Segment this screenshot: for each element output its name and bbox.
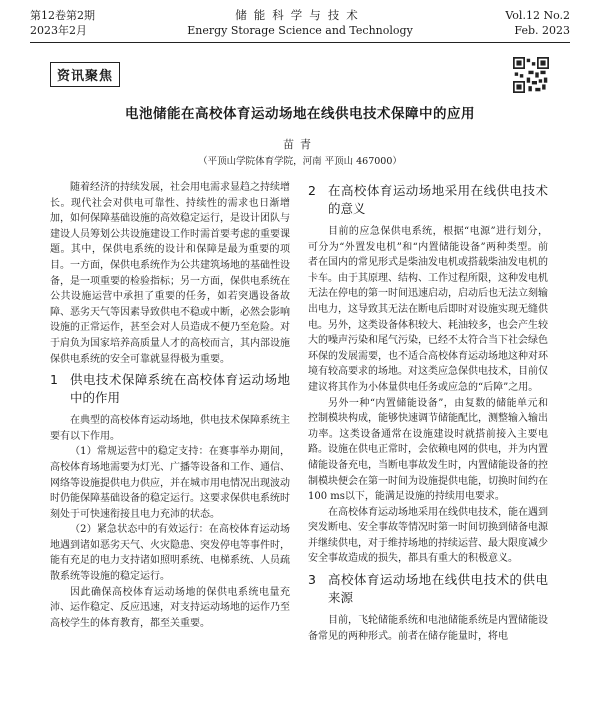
paragraph: （2）紧急状态中的有效运行：在高校体育运动场地遇到诸如恶劣天气、火灾隐患、突发停电等事件时，能有充足的电力支持诸如照明系统、电梯系统、人员疏散系统等设施的稳定运行。	[50, 524, 290, 583]
volume-issue: 第12卷第2期	[30, 9, 95, 22]
author-affiliation: （平顶山学院体育学院，河南 平顶山 467000）	[198, 156, 402, 167]
section-tag: 资讯聚焦	[50, 62, 120, 87]
left-column	[50, 180, 290, 631]
issue-date-en: Feb. 2023	[514, 24, 570, 37]
header-center	[180, 8, 420, 38]
journal-name-en: Energy Storage Science and Technology	[187, 24, 413, 37]
section-heading-1	[50, 371, 290, 407]
section-number: 2	[308, 183, 316, 198]
paragraph: 目前的应急保供电系统，根据“电源”进行划分，可分为“外置发电机”和“内置储能设备”两种类型。前者在国内的常见形式是柴油发电机或搭载柴油发电机的卡车。由于其原理、结构、工作过程所限，这种发电机无法在停电的第一时间迅速启动，启动后也无法立刻输出电力，这导致其无法在断电后即时对设施实现无缝供电。另外，这类设备体积较大、耗油较多，也会产生较大的噪声污染和尾气污染，已经不太符合当下社会绿色环保的发展需要，也不适合高校体育运动场地这种对环境有较高要求的场地。对这类应急保供电技术，目前仅建议将其作为小体量供电任务或应急的“后障”之用。	[308, 226, 548, 393]
paragraph: 因此确保高校体育运动场地的保供电系统电量充沛、运作稳定、反应迅速，对支持运动场地的运作乃至高校学生的体育教育，都至关重要。	[50, 586, 290, 629]
header-right	[505, 8, 570, 38]
section-title: 高校体育运动场地在线供电技术的供电来源	[328, 572, 548, 606]
section-heading-3	[308, 571, 548, 607]
journal-name-cn: 储能科学与技术	[235, 8, 365, 22]
paragraph: 在典型的高校体育运动场地，供电技术保障系统主要有以下作用。	[50, 415, 290, 442]
section-title: 供电技术保障系统在高校体育运动场地中的作用	[70, 372, 290, 406]
section-heading-2	[308, 182, 548, 218]
journal-header	[30, 6, 570, 43]
article-title: 电池储能在高校体育运动场地在线供电技术保障中的应用	[125, 106, 475, 122]
section-title: 在高校体育运动场地采用在线供电技术的意义	[328, 183, 548, 216]
author-name: 苗青	[283, 138, 317, 151]
section-number: 3	[308, 572, 316, 588]
paragraph: 目前，飞轮储能系统和电池储能系统是内置储能设备常见的两种形式。前者在储存能量时，将电	[308, 615, 548, 642]
intro-paragraph: 随着经济的持续发展，社会用电需求显趋之持续增长。现代社会对供电可靠性、持续性的需求也日渐增加，如何保障基础设施的高效稳定运行，是设计团队与建设人员筹划公共设施建设工作时需首要考虑的重要课题。其中，保供电系统的设计和保障是最为重要的项目。一方面，保供电系统作为公共建筑场地的基础性设备，是一项重要的检验指标；另一方面，保供电系统在公共设施运营中承担了重要的任务，如若突遇设备故障、恶劣天气等因素导致供电不稳或中断，必然会影响设施的正常运作，甚至会对人员造成不便乃至危险。对于肩负为国家培养高质量人才的高校而言，其内部设施保供电系统的安全可靠就显得极为重要。	[50, 182, 290, 365]
header-left	[30, 8, 95, 38]
paragraph: （1）常规运营中的稳定支持：在赛事举办期间，高校体育场地需要为灯光、广播等设备和工作、通信、网络等设施提供电力供应，并在城市用电情况出现波动时仍能保障基础设备的稳定运行。这要求保供电系统时刻处于可快速衔接且电力充沛的状态。	[50, 446, 290, 520]
paragraph: 另外一种“内置储能设备”，由复数的储能单元和控制模块构成，能够快速调节储能配比，测整输入输出功率。这类设备通常在设施建设时就搭前接入主要电路。设施在供电正常时，会依赖电网的供电，并为内置储能设备充电，当断电事故发生时，内置储能设备的控制模块便会在第一时间为设施提供电能，切换时间约在100 ms以下，能满足设施的持续用电要求。	[308, 397, 548, 503]
section-number: 1	[50, 372, 58, 388]
right-column	[308, 178, 548, 644]
issue-date: 2023年2月	[30, 24, 87, 37]
qr-code-icon	[513, 57, 549, 93]
volume-issue-en: Vol.12 No.2	[505, 9, 570, 22]
paragraph: 在高校体育运动场地采用在线供电技术，能在遇到突发断电、安全事故等情况时第一时间切换到储备电源并继续供电，对于维持场地的持续运营、最大限度减少安全事故造成的损失，都具有重大的积极意义。	[308, 506, 548, 565]
